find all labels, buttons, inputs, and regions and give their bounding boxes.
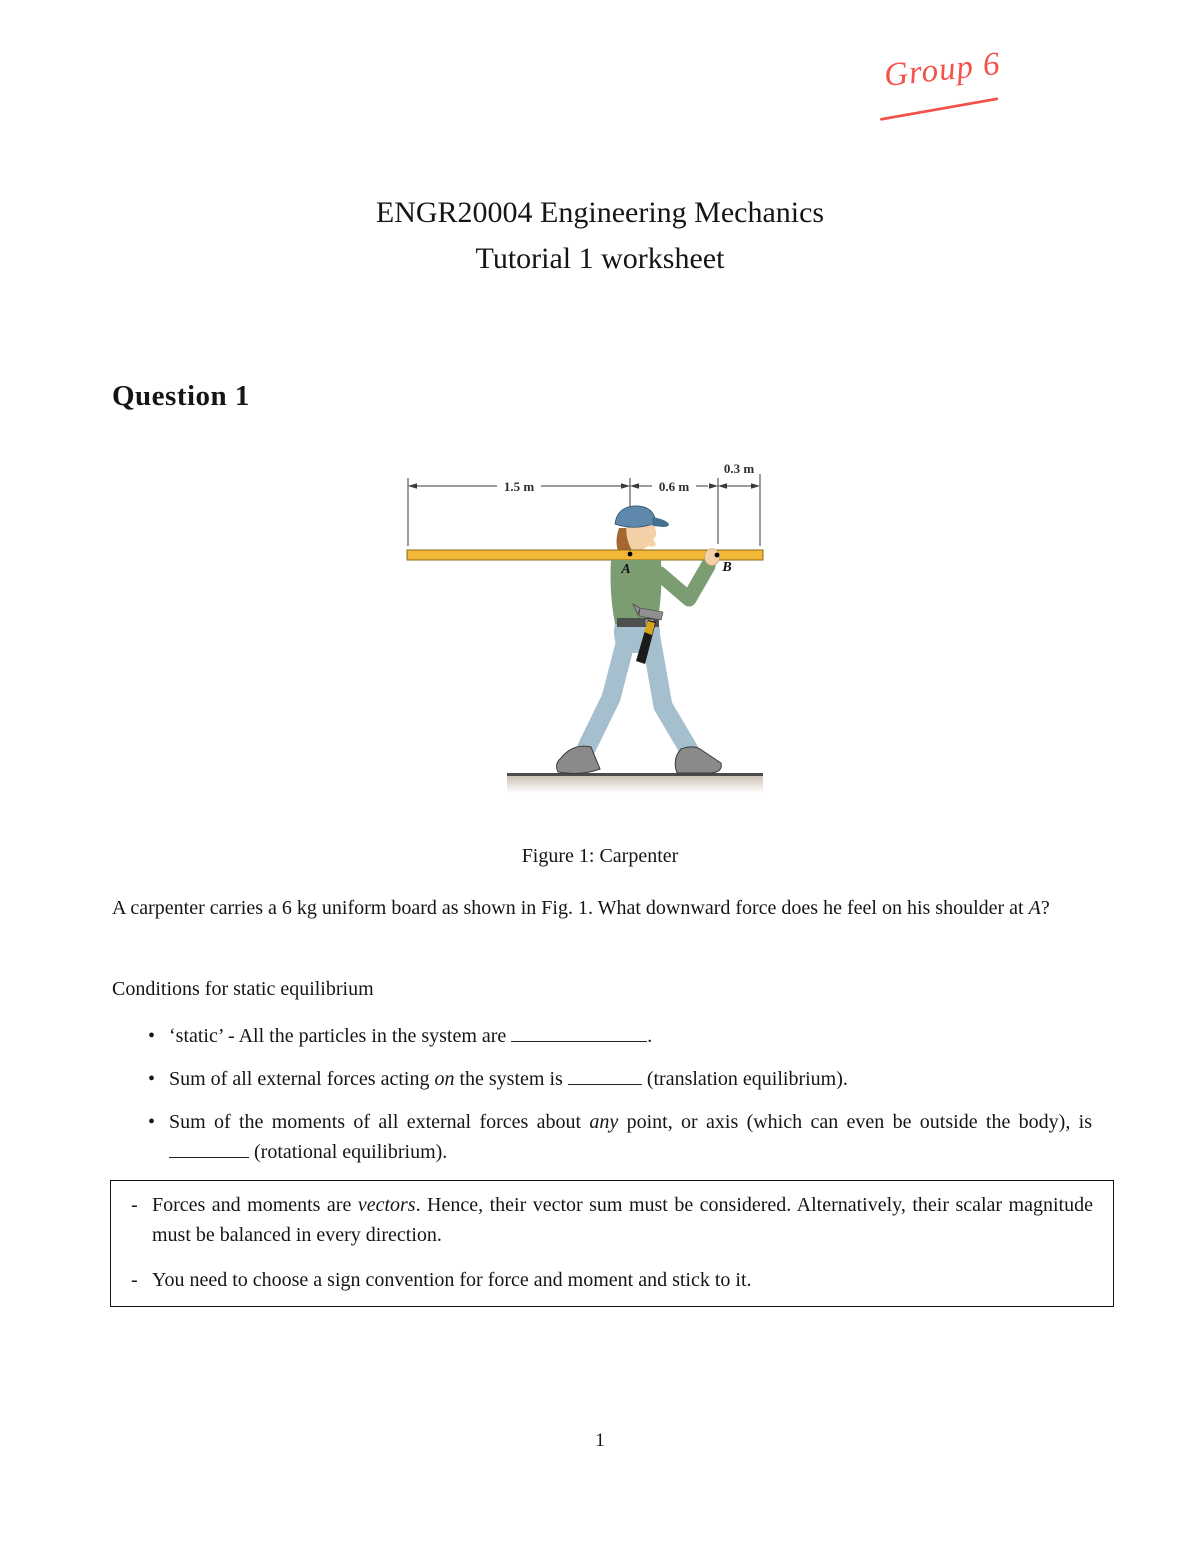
paragraph-end: ? — [1040, 897, 1050, 919]
bullet-text-end: (rotational equilibrium). — [249, 1141, 448, 1163]
note-box — [110, 1180, 1114, 1307]
note-dash-marker: - — [131, 1269, 138, 1291]
point-b-label: B — [722, 560, 732, 575]
dimension-label-mid: 0.6 m — [658, 479, 690, 494]
dimension-lines — [408, 474, 760, 548]
note-text: You need to choose a sign convention for force and moment and stick to it. — [152, 1269, 752, 1291]
paragraph-emphasis: A — [1028, 897, 1041, 919]
ground-line — [507, 773, 763, 776]
carpenter-illustration — [405, 458, 765, 806]
bullet-emphasis: on — [434, 1068, 455, 1090]
question-paragraph — [112, 894, 1094, 923]
bullet-item-static — [148, 1021, 1092, 1051]
figure-carpenter — [405, 458, 765, 806]
conditions-intro: Conditions for static equilibrium — [112, 978, 374, 1000]
bullet-marker: • — [148, 1111, 156, 1133]
document-title — [0, 190, 1200, 282]
carpenter-cap-brim — [652, 517, 669, 527]
blank-field — [568, 1066, 642, 1085]
ground — [507, 776, 763, 793]
figure-caption: Figure 1: Carpenter — [521, 845, 679, 867]
bullet-item-forces — [148, 1064, 1092, 1094]
carpenter-front-shoe — [675, 747, 721, 773]
carpenter-front-leg — [651, 638, 689, 750]
bullet-text: Sum of the moments of all external forces about — [169, 1111, 590, 1133]
dimension-label-right: 0.3 m — [723, 461, 755, 476]
paragraph-text: A carpenter carries a 6 kg uniform board as shown in Fig. 1. What downward force does he feel on his shoulder at — [112, 897, 1029, 919]
note-item-vectors — [129, 1190, 1093, 1250]
bullet-text-mid: the system is — [454, 1068, 568, 1090]
note-text: Forces and moments are — [152, 1194, 358, 1216]
bullet-text: ‘static’ - All the particles in the system are — [169, 1025, 512, 1047]
dimension-label-left: 1.5 m — [503, 479, 535, 494]
note-dash-marker: - — [131, 1194, 138, 1216]
carpenter-back-leg — [587, 640, 626, 747]
document-title-line2: Tutorial 1 worksheet — [475, 242, 725, 275]
bullet-item-moments — [148, 1107, 1092, 1167]
handwritten-underline — [880, 97, 999, 121]
bullet-text: Sum of all external forces acting — [169, 1068, 435, 1090]
point-a-dot — [628, 552, 633, 557]
carpenter-arm — [660, 566, 708, 599]
bullet-marker: • — [148, 1068, 156, 1090]
note-text-end: . Hence, their vector sum must be considered. Alternatively, their scalar magnitude must be balanced in every direction. — [152, 1194, 1093, 1246]
bullet-text-end: . — [647, 1025, 653, 1047]
blank-field — [169, 1139, 249, 1158]
document-title-line1: ENGR20004 Engineering Mechanics — [375, 196, 825, 229]
page-number: 1 — [595, 1430, 605, 1451]
point-b-dot — [715, 553, 720, 558]
note-emphasis: vectors — [357, 1194, 416, 1216]
bullet-text-end: (translation equilibrium). — [641, 1068, 848, 1090]
blank-field — [511, 1023, 647, 1042]
carpenter-cap — [615, 506, 656, 527]
handwritten-group-label: Group 6 — [882, 46, 1003, 95]
note-item-sign-convention — [129, 1265, 1093, 1295]
bullet-text-mid: point, or axis (which can even be outside the body), is — [618, 1111, 1092, 1133]
bullet-marker: • — [148, 1025, 156, 1047]
point-a-label: A — [621, 562, 631, 577]
bullet-emphasis: any — [589, 1111, 619, 1133]
question-heading: Question 1 — [112, 380, 250, 412]
